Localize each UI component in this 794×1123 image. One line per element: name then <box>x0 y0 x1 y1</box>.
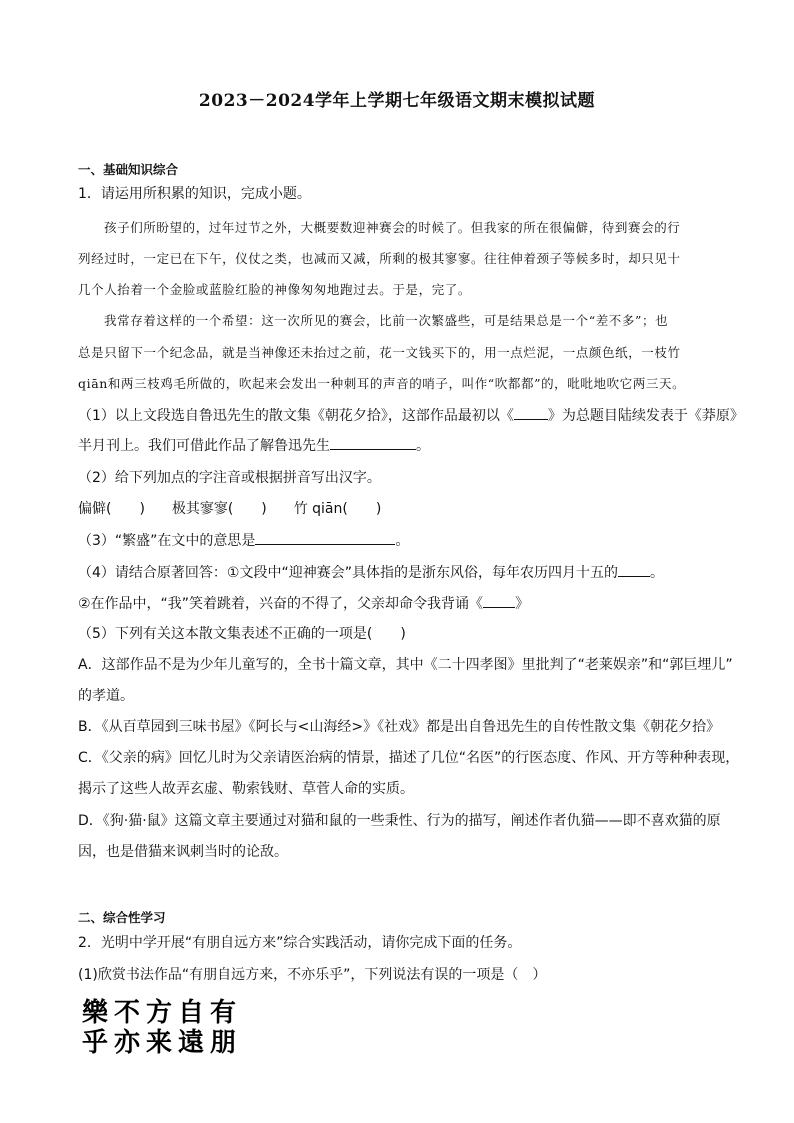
sub-question-4b: ②在作品中，“我”笑着跳着，兴奋的不得了，父亲却命令我背诵《 》 <box>78 593 529 614</box>
answer-blank[interactable] <box>255 530 395 545</box>
sub-question-2-1: (1)欣赏书法作品“有朋自远方来，不亦乐乎”，下列说法有误的一项是（ ） <box>78 967 547 983</box>
sub-question-1: （1）以上文段选自鲁迅先生的散文集《朝花夕拾》，这部作品最初以《 》为总题目陆续发表于《莽原》 <box>78 405 744 426</box>
answer-blank[interactable] <box>330 435 416 450</box>
sub-question-4a: （4）请结合原著回答：①文段中“迎神赛会”具体指的是浙东风俗，每年农历四月十五的 。 <box>78 562 664 583</box>
section-heading-1: 一、基础知识综合 <box>78 162 179 177</box>
sub-question-5: （5）下列有关这本散文集表述不正确的一项是( ) <box>78 626 406 642</box>
question-2-stem: 2．光明中学开展“有朋自远方来”综合实践活动，请你完成下面的任务。 <box>78 935 522 951</box>
option-d-cont: 因，也是借猫来讽刺当时的论敌。 <box>78 844 288 860</box>
question-1-stem: 1．请运用所积累的知识，完成小题。 <box>78 186 311 202</box>
calligraphy-row: 樂不方自有 <box>82 998 243 1028</box>
option-d[interactable]: D．《狗·猫·鼠》这篇文章主要通过对猫和鼠的一些秉性、行为的描写，阐述作者仇猫——即不喜欢猫的原 <box>78 813 721 829</box>
sub-question-2: （2）给下列加点的字注音或根据拼音写出汉字。 <box>78 470 381 486</box>
passage-line: 我常存着这样的一个希望：这一次所见的赛会，比前一次繁盛些，可是结果总是一个“差不多”；也 <box>104 313 669 328</box>
passage-line: qiān和两三枝鸡毛所做的，吹起来会发出一种刺耳的声音的哨子，叫作“吹都都”的，吡吡地吹它两三天。 <box>78 376 686 391</box>
option-a[interactable]: A．这部作品不是为少年儿童写的，全书十篇文章，其中《二十四孝图》里批判了“老莱娱亲”和“郭巨埋儿” <box>78 657 733 673</box>
passage-line: 总是只留下一个纪念品，就是当神像还未抬过之前，花一文钱买下的，用一点烂泥，一点颜色纸，一枝竹 <box>78 345 681 360</box>
section-heading-2: 二、综合性学习 <box>78 910 166 925</box>
calligraphy-row: 乎亦来遠朋 <box>82 1028 243 1058</box>
sub-question-1-cont: 半月刊上。我们可借此作品了解鲁迅先生 。 <box>78 435 430 456</box>
option-a-cont: 的孝道。 <box>78 688 134 704</box>
answer-blank[interactable] <box>483 593 515 608</box>
calligraphy-image <box>82 998 242 1058</box>
passage-line: 孩子们所盼望的，过年过节之外，大概要数迎神赛会的时候了。但我家的所在很偏僻，待到赛会的行 <box>104 220 681 235</box>
page-title: 2023－2024学年上学期七年级语文期末模拟试题 <box>198 91 596 111</box>
answer-blank[interactable] <box>618 562 650 577</box>
pinyin-items: 偏僻( ) 极其寥寥( ) 竹 qiān( ) <box>78 501 382 517</box>
answer-blank[interactable] <box>514 405 548 420</box>
option-c[interactable]: C．《父亲的病》回忆儿时为父亲请医治病的情景，描述了几位“名医”的行医态度、作风、开方等种种表现， <box>78 750 740 766</box>
passage-line: 列经过时，一定已在下午，仪仗之类，也减而又减，所剩的极其寥寥。往往伸着颈子等候多时，却只见十 <box>78 251 681 266</box>
option-b[interactable]: B．《从百草园到三味书屋》《阿长与<山海经>》《社戏》都是出自鲁迅先生的自传性散文集《朝花夕拾》 <box>78 719 721 735</box>
sub-question-3: （3）“繁盛”在文中的意思是 。 <box>78 530 409 551</box>
option-c-cont: 揭示了这些人故弄玄虚、勒索钱财、草菅人命的实质。 <box>78 781 414 797</box>
passage-line: 几个人抬着一个金脸或蓝脸红脸的神像匆匆地跑过去。于是，完了。 <box>78 282 472 297</box>
